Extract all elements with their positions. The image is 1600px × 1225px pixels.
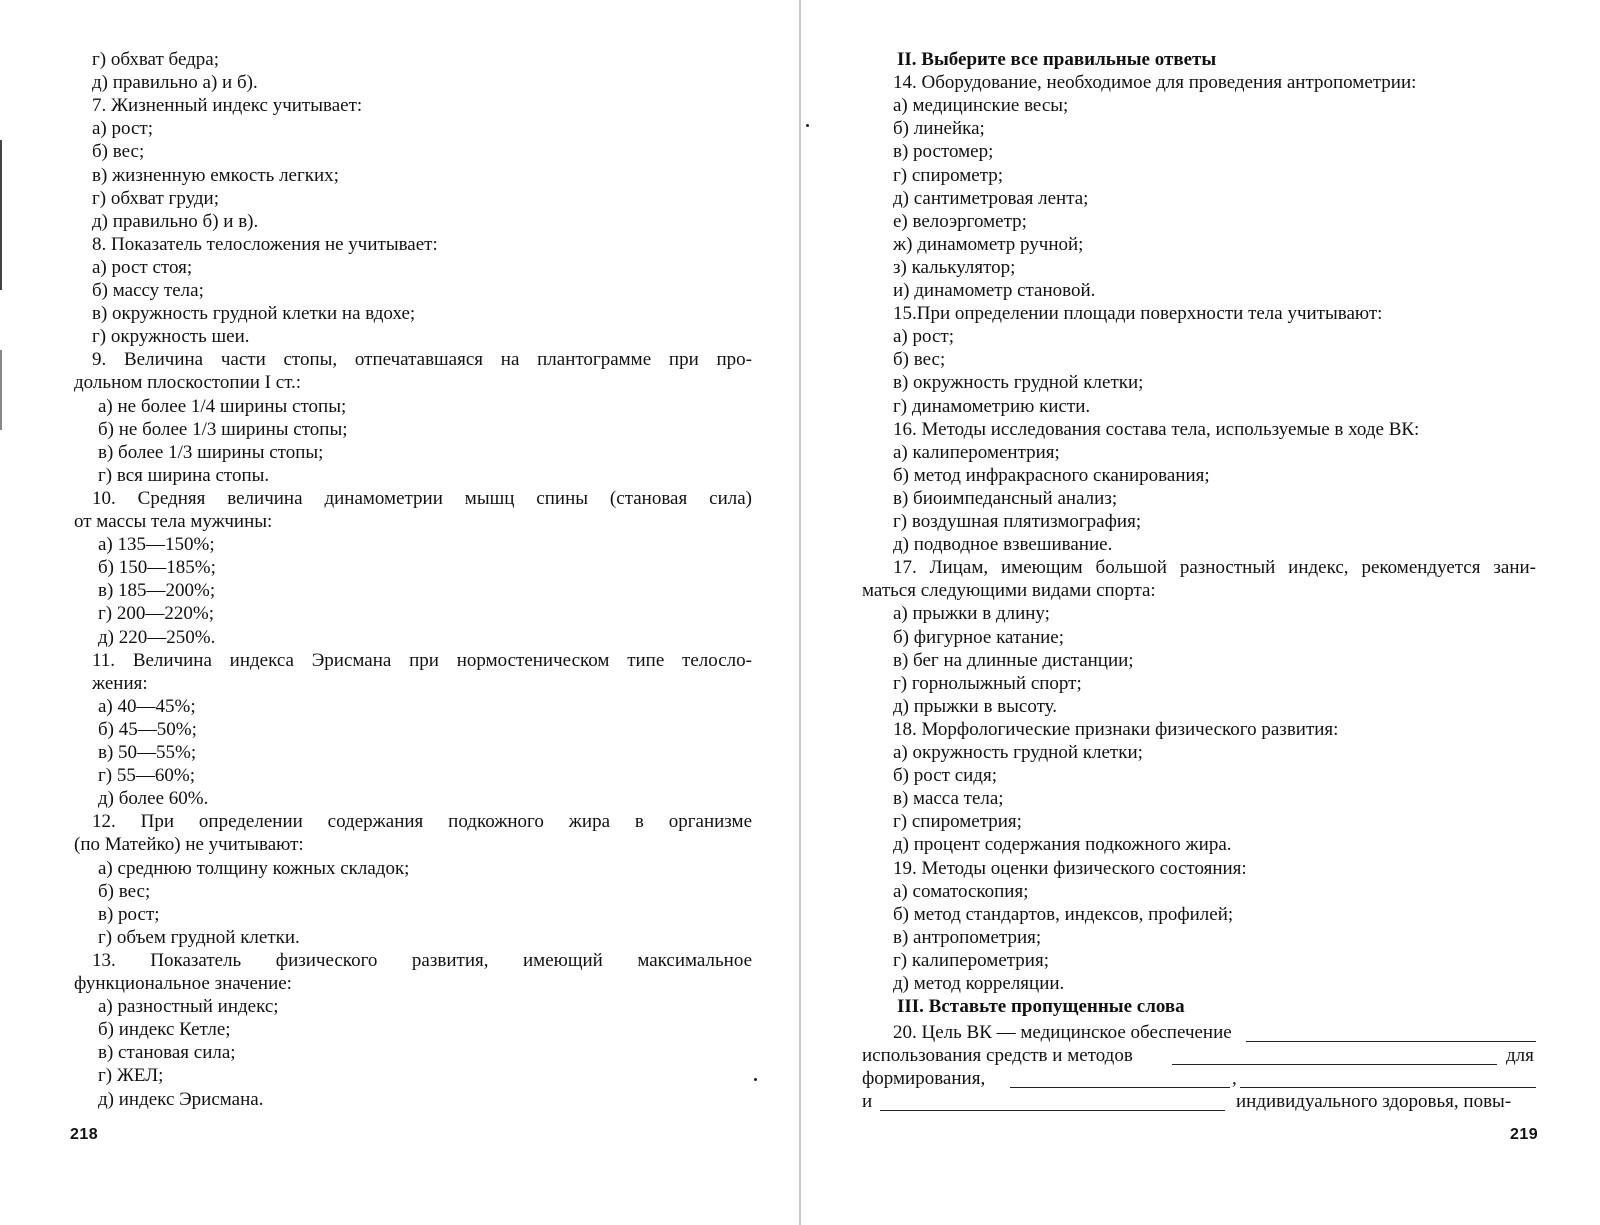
text-line: б) вес; — [92, 141, 145, 163]
text-line: б) 45—50%; — [98, 718, 197, 740]
fill-in-line-3: формирования, — [862, 1068, 986, 1089]
text-line: 10. Средняя величина динамометрии мышц спины (становая сила) — [92, 487, 752, 509]
text-line: 12. При определении содержания подкожного жира в организме — [92, 811, 752, 833]
text-line: д) более 60%. — [98, 788, 209, 810]
text-line: г) воздушная плятизмография; — [893, 511, 1142, 532]
text-line: г) спирометрия; — [893, 811, 1022, 833]
text-line: (по Матейко) не учитывают: — [74, 834, 304, 856]
text-line: д) индекс Эрисмана. — [98, 1088, 264, 1110]
text-line: 14. Оборудование, необходимое для проведения антропометрии: — [893, 72, 1417, 94]
scan-dot — [754, 1078, 757, 1081]
page-number-left: 218 — [70, 1126, 99, 1143]
text-line: г) динамометрию кисти. — [893, 395, 1091, 417]
text-line: г) окружность шеи. — [92, 326, 250, 348]
text-line: II. Выберите все правильные ответы — [897, 49, 1217, 70]
blank-line[interactable] — [880, 1110, 1225, 1111]
fill-in-line-4-end: индивидуального здоровья, повы- — [1236, 1091, 1512, 1112]
text-line: в) биоимпедансный анализ; — [893, 487, 1118, 509]
text-line: д) процент содержания подкожного жира. — [893, 834, 1232, 856]
text-line: г) объем грудной клетки. — [98, 926, 300, 948]
text-line: в) становая сила; — [98, 1042, 236, 1064]
text-line: в) 50—55%; — [98, 742, 197, 763]
text-line: г) вся ширина стопы. — [98, 464, 270, 486]
scan-edge-mark — [0, 350, 2, 430]
text-line: д) 220—250%. — [98, 626, 216, 648]
fill-in-line-2: использования средств и методов — [862, 1045, 1133, 1066]
text-line: в) 185—200%; — [98, 580, 216, 602]
text-line: в) жизненную емкость легких; — [92, 164, 339, 186]
text-line: б) массу тела; — [92, 280, 204, 301]
text-line: в) окружность грудной клетки; — [893, 372, 1144, 394]
text-line: 13. Показатель физического развития, имеющий максимальное — [92, 949, 752, 971]
text-line: 16. Методы исследования состава тела, используемые в ходе ВК: — [893, 418, 1420, 440]
text-line: г) горнолыжный спорт; — [893, 672, 1082, 694]
text-line: жения: — [92, 672, 148, 694]
book-fold — [799, 0, 801, 1225]
text-line: а) рост стоя; — [92, 256, 193, 278]
text-line: 15.При определении площади поверхности тела учитывают: — [893, 303, 1383, 325]
text-line: г) ЖЕЛ; — [98, 1065, 164, 1087]
text-line: 11. Величина индекса Эрисмана при нормостеническом типе телосло- — [92, 649, 752, 671]
text-line: б) рост сидя; — [893, 765, 997, 787]
text-line: в) бег на длинные дистанции; — [893, 649, 1134, 671]
text-line: а) прыжки в длину; — [893, 603, 1050, 625]
blank-line[interactable] — [1010, 1087, 1230, 1088]
text-line: 18. Морфологические признаки физического развития: — [893, 718, 1339, 740]
text-line: г) 200—220%; — [98, 603, 214, 625]
text-line: б) фигурное катание; — [893, 626, 1064, 648]
text-line: г) спирометр; — [893, 164, 1004, 186]
text-line: дольном плоскостопии I ст.: — [74, 372, 302, 394]
text-line: в) рост; — [98, 903, 160, 925]
text-line: 9. Величина части стопы, отпечатавшаяся на плантограмме при про- — [92, 349, 752, 371]
text-line: б) метод инфракрасного сканирования; — [893, 464, 1210, 486]
text-line: б) линейка; — [893, 118, 985, 140]
text-line: а) рост; — [893, 326, 954, 348]
scan-edge-mark — [0, 140, 2, 290]
text-line: д) подводное взвешивание. — [893, 534, 1113, 556]
text-line: а) разностный индекс; — [98, 996, 279, 1018]
text-line: а) калипероментрия; — [893, 441, 1060, 463]
text-line: и) динамометр становой. — [893, 280, 1096, 301]
text-line: в) более 1/3 ширины стопы; — [98, 441, 324, 463]
text-line: а) 135—150%; — [98, 534, 215, 556]
text-line: а) среднюю толщину кожных складок; — [98, 857, 410, 879]
text-line: от массы тела мужчины: — [74, 511, 273, 532]
text-line: в) масса тела; — [893, 788, 1004, 810]
fill-in-line-2-end: для — [1506, 1045, 1534, 1066]
text-line: функциональное значение: — [74, 973, 292, 994]
text-line: д) метод корреляции. — [893, 973, 1065, 994]
text-line: а) 40—45%; — [98, 695, 196, 717]
fill-in-line-4: и — [862, 1091, 873, 1112]
scan-dot — [806, 124, 809, 127]
fill-in-line-1: 20. Цель ВК — медицинское обеспечение — [893, 1022, 1232, 1043]
text-line: в) ростомер; — [893, 141, 994, 163]
text-line: ж) динамометр ручной; — [893, 233, 1084, 255]
text-line: III. Вставьте пропущенные слова — [897, 996, 1185, 1018]
text-line: д) сантиметровая лента; — [893, 187, 1089, 209]
text-line: г) обхват бедра; — [92, 49, 220, 70]
blank-line[interactable] — [1246, 1041, 1536, 1042]
text-line: 7. Жизненный индекс учитывает: — [92, 95, 363, 117]
text-line: 19. Методы оценки физического состояния: — [893, 857, 1247, 879]
blank-line[interactable] — [1240, 1087, 1536, 1088]
text-line: б) индекс Кетле; — [98, 1019, 231, 1041]
fill-in-comma: , — [1232, 1068, 1237, 1089]
text-line: б) вес; — [893, 349, 946, 371]
text-line: д) правильно б) и в). — [92, 210, 259, 232]
text-line: з) калькулятор; — [893, 256, 1016, 278]
text-line: г) 55—60%; — [98, 765, 195, 787]
text-line: а) не более 1/4 ширины стопы; — [98, 395, 347, 417]
text-line: г) калиперометрия; — [893, 949, 1049, 971]
text-line: а) медицинские весы; — [893, 95, 1069, 117]
text-line: б) 150—185%; — [98, 557, 216, 579]
text-line: а) рост; — [92, 118, 153, 140]
text-line: 8. Показатель телосложения не учитывает: — [92, 233, 438, 255]
text-line: б) метод стандартов, индексов, профилей; — [893, 903, 1234, 925]
blank-line[interactable] — [1172, 1064, 1497, 1065]
text-line: б) не более 1/3 ширины стопы; — [98, 418, 348, 440]
text-line: а) соматоскопия; — [893, 880, 1029, 902]
text-line: в) антропометрия; — [893, 926, 1042, 948]
text-line: г) обхват груди; — [92, 187, 219, 209]
page-number-right: 219 — [1510, 1126, 1539, 1143]
text-line: в) окружность грудной клетки на вдохе; — [92, 303, 416, 325]
text-line: е) велоэргометр; — [893, 210, 1027, 232]
text-line: д) правильно а) и б). — [92, 72, 258, 94]
text-line: а) окружность грудной клетки; — [893, 742, 1143, 763]
text-line: маться следующими видами спорта: — [862, 580, 1156, 602]
text-line: д) прыжки в высоту. — [893, 695, 1057, 717]
text-line: б) вес; — [98, 880, 151, 902]
text-line: 17. Лицам, имеющим большой разностный индекс, рекомендуется зани- — [893, 557, 1536, 579]
